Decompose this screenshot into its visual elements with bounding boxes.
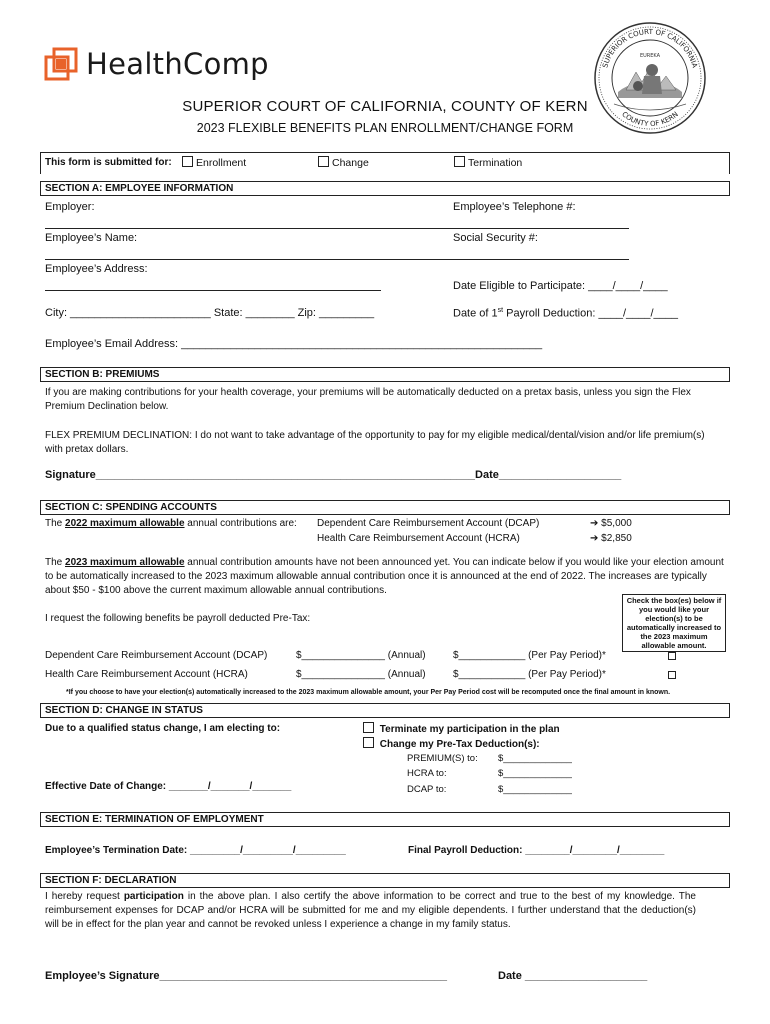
dcap-change-label: DCAP to:	[407, 784, 447, 795]
healthcomp-logo	[44, 46, 269, 82]
section-a-header: SECTION A: EMPLOYEE INFORMATION	[40, 181, 730, 196]
svg-text:SUPERIOR COURT OF CALIFORNIA: SUPERIOR COURT OF CALIFORNIA	[601, 27, 699, 69]
section-c-header: SECTION C: SPENDING ACCOUNTS	[40, 500, 730, 515]
premium-signature-line[interactable]: Signature______________________________________________________________Date____________________	[45, 469, 622, 481]
hcra-per-pay-field[interactable]: $____________ (Per Pay Period)*	[453, 669, 606, 680]
hcra-max-label: Health Care Reimbursement Account (HCRA)	[317, 533, 520, 544]
dcap-annual-field[interactable]: $_______________ (Annual)	[296, 650, 426, 661]
employee-name-label: Employee’s Name:	[45, 232, 138, 244]
employee-signature-line[interactable]: Employee’s Signature_______________________________________________	[45, 970, 448, 982]
premiums-change-field[interactable]: $_____________	[498, 753, 572, 764]
page-title: SUPERIOR COURT OF CALIFORNIA, COUNTY OF KERN	[182, 98, 588, 115]
hcra-max-amount: ➔ $2,850	[590, 533, 632, 544]
telephone-label: Employee’s Telephone #:	[453, 201, 576, 213]
change-deductions-checkbox[interactable]	[363, 737, 374, 748]
svg-text:EUREKA: EUREKA	[639, 53, 661, 59]
effective-date-field[interactable]: Effective Date of Change: _______/_______/_______	[45, 781, 292, 792]
premiums-change-label: PREMIUM(S) to:	[407, 753, 478, 764]
arrow-right-icon: ➔	[590, 533, 599, 544]
date-eligible-field[interactable]: Date Eligible to Participate: ____/____/____	[453, 280, 668, 292]
enrollment-checkbox[interactable]	[182, 156, 193, 167]
page-subtitle: 2023 FLEXIBLE BENEFITS PLAN ENROLLMENT/CHANGE FORM	[196, 121, 574, 135]
declination-paragraph: FLEX PREMIUM DECLINATION: I do not want to take advantage of the opportunity to pay for my eligible medical/dental/vision and/or life premium(s) with pretax dollars.	[45, 430, 705, 455]
termination-checkbox[interactable]	[454, 156, 465, 167]
dcap-per-pay-field[interactable]: $____________ (Per Pay Period)*	[453, 650, 606, 661]
change-deductions-option[interactable]: Change my Pre-Tax Deduction(s):	[363, 737, 540, 750]
dcap-max-amount: ➔ $5,000	[590, 518, 632, 529]
court-seal-icon	[592, 20, 708, 136]
dcap-auto-increase-checkbox[interactable]	[668, 650, 679, 662]
terminate-participation-option[interactable]: Terminate my participation in the plan	[363, 722, 560, 735]
dcap-max-label: Dependent Care Reimbursement Account (DCAP)	[317, 518, 540, 529]
address-label: Employee’s Address:	[45, 263, 148, 275]
submitted-for-label: This form is submitted for:	[45, 157, 172, 168]
max-2022-text: The 2022 maximum allowable annual contributions are:	[45, 518, 297, 529]
healthcomp-logo-icon	[44, 47, 78, 81]
hcra-row-label: Health Care Reimbursement Account (HCRA)	[45, 669, 248, 680]
pretax-request-text: I request the following benefits be payroll deducted Pre-Tax:	[45, 613, 311, 624]
city-state-zip-field[interactable]: City: _______________________ State: ________ Zip: _________	[45, 307, 375, 319]
section-f-header: SECTION F: DECLARATION	[40, 873, 730, 888]
final-payroll-deduction-field[interactable]: Final Payroll Deduction: ________/________/________	[408, 845, 665, 856]
auto-increase-note: Check the box(es) below if you would like your election(s) to be automatically increased to the 2023 maximum allowable amount.	[622, 594, 726, 652]
terminate-checkbox[interactable]	[363, 722, 374, 733]
employer-line[interactable]	[45, 228, 629, 229]
status-change-label: Due to a qualified status change, I am electing to:	[45, 723, 281, 734]
termination-option[interactable]: Termination	[454, 156, 522, 169]
enrollment-option[interactable]: Enrollment	[182, 156, 246, 169]
dcap-row-label: Dependent Care Reimbursement Account (DCAP)	[45, 650, 268, 661]
employer-label: Employer:	[45, 201, 95, 213]
hcra-change-label: HCRA to:	[407, 768, 447, 779]
change-option[interactable]: Change	[318, 156, 369, 169]
auto-increase-footnote: *If you choose to have your election(s) automatically increased to the 2023 maximum allowable amount, your Per Pay Period cost will be recomputed once the final amount in known.	[66, 689, 671, 696]
ssn-label: Social Security #:	[453, 232, 538, 244]
email-field[interactable]: Employee’s Email Address: ___________________________________________________________	[45, 338, 543, 350]
section-e-header: SECTION E: TERMINATION OF EMPLOYMENT	[40, 812, 730, 827]
svg-text:COUNTY OF KERN: COUNTY OF KERN	[620, 110, 680, 129]
dcap-change-field[interactable]: $_____________	[498, 784, 572, 795]
declaration-paragraph: I hereby request participation in the above plan. I also certify the above information to be correct and true to the best of my knowledge. The reimbursement expenses for DCAP and/or HCRA will be submitted for me and my eligible dependents. I further understand that the deduction(s) will be in effect for the plan year and cannot be revoked unless I experience a change in my family status.	[45, 891, 696, 930]
hcra-annual-field[interactable]: $_______________ (Annual)	[296, 669, 426, 680]
premiums-paragraph: If you are making contributions for your health coverage, your premiums will be automatically deducted on a pretax basis, unless you sign the Flex Premium Declination below.	[45, 387, 691, 412]
hcra-auto-increase-checkbox[interactable]	[668, 669, 679, 681]
section-d-header: SECTION D: CHANGE IN STATUS	[40, 703, 730, 718]
name-line[interactable]	[45, 259, 629, 260]
address-line[interactable]	[45, 290, 381, 291]
logo-text: HealthComp	[86, 47, 269, 81]
hcra-change-field[interactable]: $_____________	[498, 768, 572, 779]
termination-date-field[interactable]: Employee’s Termination Date: _________/_________/_________	[45, 845, 346, 856]
declaration-date-line[interactable]: Date ____________________	[498, 970, 648, 982]
section-b-header: SECTION B: PREMIUMS	[40, 367, 730, 382]
first-payroll-deduction-field[interactable]: Date of 1st Payroll Deduction: ____/____/____	[453, 307, 678, 320]
arrow-right-icon: ➔	[590, 518, 599, 529]
change-checkbox[interactable]	[318, 156, 329, 167]
max-2023-paragraph: The 2023 maximum allowable annual contribution amounts have not been announced yet. You can indicate below if you would like your election amount to be automatically increased to the 2023 maximum allowable annual contribution once it is announced at the end of 2022. The increases are typically about $50 - $100 above the current maximum allowable annual contributions.	[45, 557, 724, 596]
